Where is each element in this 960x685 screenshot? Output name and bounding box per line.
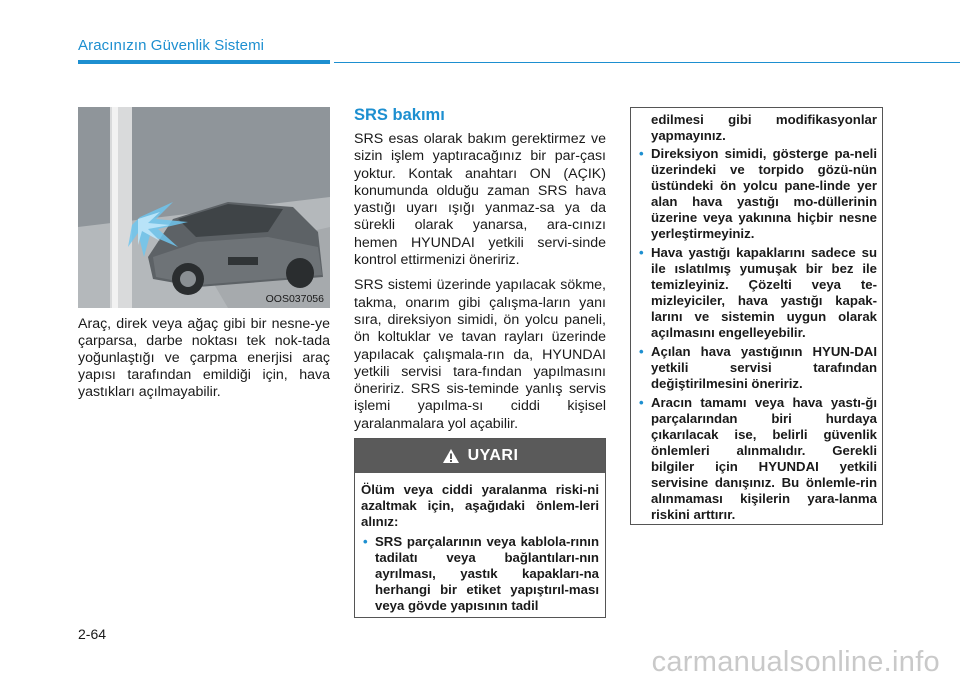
figure-caption bbox=[78, 316, 330, 401]
list-item-text: Hava yastığı kapaklarını sadece su ile ıslatılmış yumuşak bir bez ile temizleyiniz. Çözelti veya te-mizleyiciler, hava yastığı kapak-larını ve sistemin uygun olarak açılmasını engelleyebilir. bbox=[651, 245, 877, 340]
bullet-icon: • bbox=[639, 395, 644, 410]
list-item-text: Direksiyon simidi, gösterge pa-neli üzerindeki ve torpido gözü-nün üstündeki ön yolcu pane-linde yer alan hava yastığı mo-düllerinin üzerine veya yakınına hiçbir nesne yerleştirmeyiniz. bbox=[651, 146, 877, 241]
warning-continuation-box bbox=[630, 107, 883, 525]
warning-header bbox=[355, 439, 605, 473]
warning-triangle-icon bbox=[442, 448, 460, 464]
pole-impact-graphic bbox=[78, 107, 330, 308]
bullet-icon: • bbox=[639, 146, 644, 161]
list-item bbox=[637, 395, 877, 523]
bullet-icon: • bbox=[639, 245, 644, 260]
list-item-text: Aracın tamamı veya hava yastı-ğı parçalarından biri hurdaya çıkarılacak ise, belirli güvenlik önlemleri alınmalıdır. Gerekli bilgiler için HYUNDAI yetkili servisine danışınız. Bu önlemle-rin alınmaması kişilerin yara-lanma riskini arttırır. bbox=[651, 395, 877, 522]
figure-code: OOS037056 bbox=[265, 293, 324, 305]
list-item-text: SRS parçalarının veya kablola-rının tadilatı veya bağlantıları-nın ayrılması, yastık kapakları-na herhangi bir etiket yapıştırıl-ması veya gövde yapısının tadil bbox=[375, 534, 599, 613]
header-rule-thick bbox=[78, 60, 330, 64]
section-body bbox=[354, 131, 606, 441]
warning-box bbox=[354, 438, 606, 618]
crash-illustration bbox=[78, 107, 330, 308]
continuation-list bbox=[637, 146, 877, 523]
list-item bbox=[361, 534, 599, 614]
header-rule-thin bbox=[334, 62, 960, 63]
paragraph: SRS sistemi üzerinde yapılacak sökme, takma, onarım gibi çalışma-ların yanı sıra, direksiyon simidi, ön yolcu paneli, ön koltuklar ve tavan rayları üzerinde yapılacak çalışmala-rın da, HYUNDAI yetkili servisi tara-fından yapılmasını öneririz. SRS sis-teminde yanlış servis işlemi yapılma-sı ciddi kişisel yaralanmalara yol açabilir. bbox=[354, 277, 606, 432]
page-number: 2-64 bbox=[78, 626, 107, 642]
warning-list bbox=[361, 534, 599, 614]
warning-intro: Ölüm veya ciddi yaralanma riski-ni azaltmak için, aşağıdaki önlem-leri alınız: bbox=[361, 482, 599, 529]
paragraph: SRS esas olarak bakım gerektirmez ve sizin işlem yaptıracağınız bir par-çası yoktur. Kontak anahtarı ON (AÇIK) konumunda olduğu zaman SRS hava yastığı uyarı ışığı yanmaz-sa ya da sürekli olarak yanarsa, ara-cınızı hemen HYUNDAI yetkili servi-sinde kontrol ettirmenizi öneririz. bbox=[354, 131, 606, 269]
list-item bbox=[637, 245, 877, 341]
continuation-text: edilmesi gibi modifikasyonlar yapmayınız. bbox=[651, 112, 877, 143]
list-item-text: Açılan hava yastığının HYUN-DAI yetkili servisi tarafından değiştirilmesini öneririz. bbox=[651, 344, 877, 391]
warning-body bbox=[355, 473, 605, 614]
header-title: Aracınızın Güvenlik Sistemi bbox=[78, 37, 265, 54]
list-item bbox=[637, 344, 877, 392]
watermark: carmanualsonline.info bbox=[651, 646, 940, 678]
warning-label: UYARI bbox=[467, 447, 519, 464]
bullet-icon: • bbox=[363, 534, 368, 549]
caption-text: Araç, direk veya ağaç gibi bir nesne-ye çarparsa, darbe noktası tek nok-tada yoğunlaştığı ve çarpma enerjisi araç yapısı tarafından emildiği için, hava yastıkları açılmayabilir. bbox=[78, 316, 330, 400]
section-title: SRS bakımı bbox=[354, 106, 445, 124]
list-item bbox=[637, 146, 877, 242]
bullet-icon: • bbox=[639, 344, 644, 359]
